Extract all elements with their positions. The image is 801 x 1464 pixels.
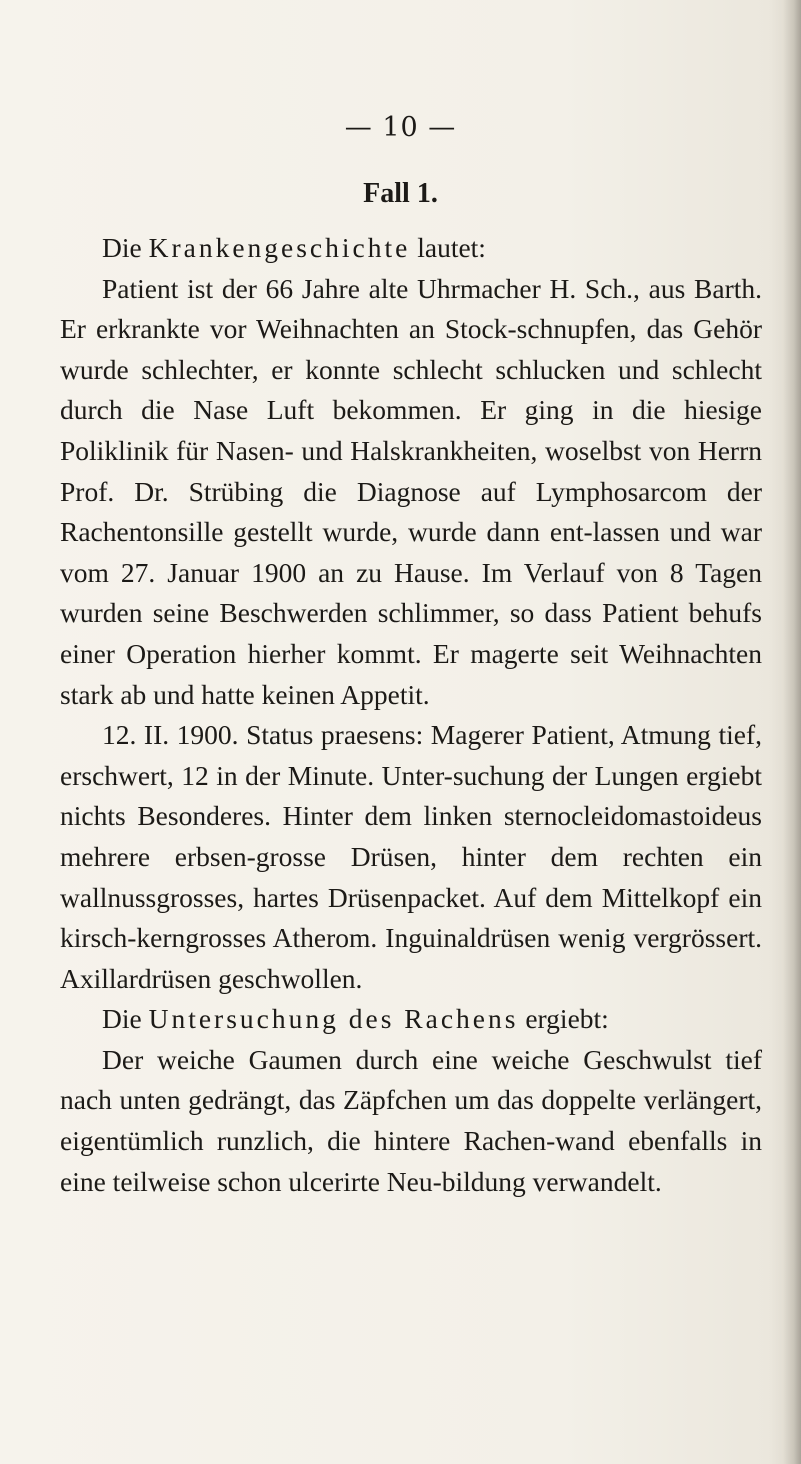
examination-rest: ergiebt: <box>518 1003 609 1035</box>
paragraph-examination-findings: Der weiche Gaumen durch eine weiche Geschwulst tief nach unten gedrängt, das Zäpfchen um das doppelte verlängert, eigentümlich runzlich, die hintere Rachen-wand ebenfalls in eine teilweise schon ulcerirte Neu-bildung verwandelt. <box>60 1043 762 1197</box>
intro-lead: Die <box>102 232 149 263</box>
body-text <box>60 228 762 1202</box>
intro-emphasis: Krankengeschichte <box>148 232 411 263</box>
paragraph-examination-intro <box>60 999 762 1040</box>
page-edge-shadow <box>783 0 801 1464</box>
paragraph-anamnesis: Patient ist der 66 Jahre alte Uhrmacher H. Sch., aus Barth. Er erkrankte vor Weihnachten an Stock-schnupfen, das Gehör wurde schlechter, er konnte schlecht schlucken und schlecht durch die Nase Luft bekommen. Er ging in die hiesige Poliklinik für Nasen- und Halskrankheiten, woselbst von Herrn Prof. Dr. Strübing die Diagnose auf Lymphosarcom der Rachentonsille gestellt wurde, wurde dann ent-lassen und war vom 27. Januar 1900 an zu Hause. Im Verlauf von 8 Tagen wurden seine Beschwerden schlimmer, so dass Patient behufs einer Operation hierher kommt. Er magerte seit Weihnachten stark ab und hatte keinen Appetit. <box>60 272 762 710</box>
paragraph-status-praesens: 12. II. 1900. Status praesens: Magerer Patient, Atmung tief, erschwert, 12 in der Minute. Unter-suchung der Lungen ergiebt nichts Besonderes. Hinter dem linken sternocleidomastoideus mehrere erbsen-grosse Drüsen, hinter dem rechten ein wallnussgrosses, hartes Drüsenpacket. Auf dem Mittelkopf ein kirsch-kerngrosses Atherom. Inguinaldrüsen wenig vergrössert. Axillardrüsen geschwollen. <box>60 719 762 994</box>
examination-emphasis: Untersuchung des Rachens <box>148 1003 519 1035</box>
case-heading: Fall 1. <box>363 178 438 209</box>
paragraph-case-history-intro <box>60 228 762 269</box>
intro-rest: lautet: <box>410 232 486 263</box>
examination-lead: Die <box>102 1003 149 1035</box>
page-number: — 10 — <box>344 112 457 143</box>
